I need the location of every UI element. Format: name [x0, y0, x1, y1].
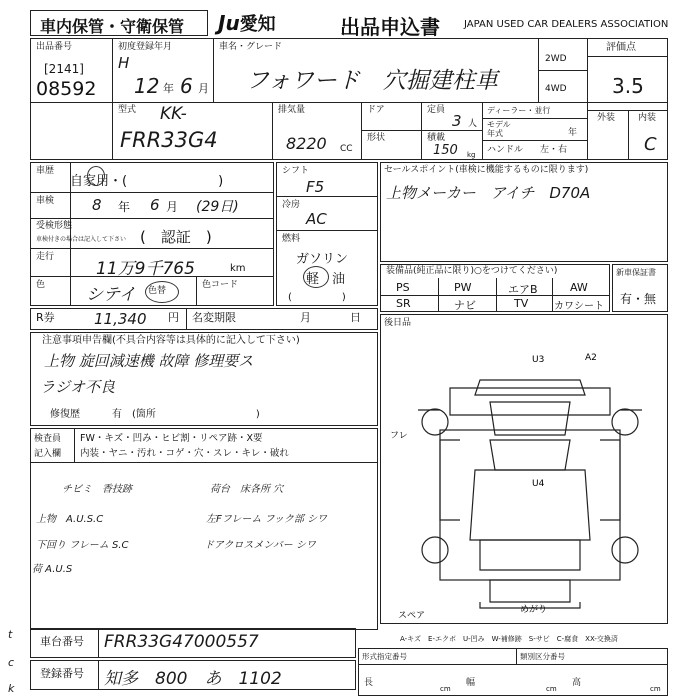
equipment-label: 装備品(純正品に限り)○をつけてください)	[386, 266, 558, 276]
width-unit: cm	[546, 685, 557, 693]
new-car-warranty-label: 新車保証書	[616, 268, 656, 277]
score-label: 評価点	[606, 42, 636, 53]
equipment-tv: TV	[514, 297, 529, 310]
displacement-unit: CC	[340, 144, 353, 154]
shift-label: シフト	[282, 166, 310, 176]
diagram-label-u4: U4	[532, 479, 545, 489]
certified-label: 受検形態	[36, 221, 73, 231]
height-label: 高	[572, 678, 582, 688]
fuel-diesel: 軽 油	[306, 272, 346, 287]
reg-number-label: 登録番号	[40, 667, 84, 680]
association-name: JAPAN USED CAR DEALERS ASSOCIATION	[464, 19, 669, 30]
notes-line2: ラジオ不良	[40, 378, 116, 396]
registration-month-unit: 月	[198, 82, 209, 95]
type-change-label: 類別区分番号	[520, 652, 565, 661]
displacement-value: 8220	[286, 134, 327, 153]
capacity-label: 定員	[427, 105, 446, 115]
model-grade-label: 車名・グレード	[219, 42, 283, 52]
registration-year: 12	[134, 74, 160, 98]
model-type-label: 型式	[118, 105, 137, 115]
registration-era: H	[118, 54, 130, 72]
margin-mark-1: t	[8, 628, 13, 641]
inspection-year: 8	[92, 196, 102, 214]
diagram-label-spare: スペア	[398, 611, 426, 621]
inspector-note-2: 荷台 床各所 穴	[210, 484, 284, 495]
inspector-note-7: 荷 A.U.S	[32, 564, 73, 575]
aircon-label: 冷房	[282, 200, 301, 210]
new-car-warranty-options: 有・無	[620, 292, 657, 306]
color-code-label: 色コード	[202, 280, 239, 290]
handle-options: 左・右	[540, 145, 568, 155]
width-label: 幅	[466, 678, 476, 688]
fuel-gasoline: ガソリン	[296, 252, 349, 267]
history-label: 車歴	[36, 166, 55, 176]
logo-mark: Ju	[218, 11, 240, 35]
color-label: 色	[36, 280, 46, 290]
interior-value: C	[644, 134, 657, 155]
inspector-note-3: 上物 A.U.S.C	[36, 514, 104, 525]
fuel-label: 燃料	[282, 234, 301, 244]
equipment-leather-seat: カワシート	[554, 301, 604, 312]
r-ticket-label: R券	[36, 311, 55, 324]
inspector-row1: FW・キズ・凹み・ヒビ割・リペア跡・X要	[80, 433, 263, 444]
sales-point-value: 上物メーカー アイチ D70A	[386, 184, 591, 202]
form-title: 出品申込書	[340, 15, 440, 39]
chassis-value: FRR33G47000557	[104, 632, 259, 652]
shape-label: 形状	[367, 133, 386, 143]
repair-history-label: 修復歴	[50, 409, 80, 420]
load-unit: kg	[467, 151, 476, 159]
inspector-note-1: チビミ 香技跡	[62, 484, 132, 495]
exterior-label: 外装	[597, 113, 616, 123]
handle-label: ハンドル	[487, 145, 524, 155]
margin-mark-2: c	[8, 656, 15, 669]
lot-sub-number: [2141]	[44, 62, 84, 76]
diagram-label-frame: フレ	[390, 431, 408, 441]
interior-label: 内装	[638, 113, 657, 123]
ju-logo	[218, 10, 276, 36]
r-ticket-value: 11,340	[94, 310, 147, 328]
aircon-value: AC	[306, 210, 327, 228]
equipment-aw: AW	[570, 281, 588, 294]
inspector-note-4: 左Fフレーム フック部 シワ	[206, 514, 328, 525]
damage-legend: A-キズ E-エクボ U-凹み W-補修跡 S-サビ C-腐食 XX-交換済	[400, 635, 618, 643]
equipment-pw: PW	[454, 281, 472, 294]
model-year-unit: 年	[568, 128, 578, 138]
r-ticket-unit: 円	[168, 311, 179, 324]
margin-mark-3: k	[8, 682, 15, 695]
sales-point-block	[380, 162, 668, 262]
certified-value: ( 認証 )	[140, 228, 212, 246]
truck-diagram	[380, 340, 668, 624]
private-use-circle	[87, 166, 105, 186]
inspector-label-1: 検査員	[34, 434, 62, 444]
length-unit: cm	[440, 685, 451, 693]
drive-4wd: 4WD	[545, 84, 567, 94]
inspection-month-unit: 月	[166, 200, 179, 214]
diesel-circle	[303, 266, 329, 288]
mileage-label: 走行	[36, 252, 55, 262]
equipment-ps: PS	[396, 281, 410, 294]
inspection-label: 車検	[36, 196, 55, 206]
model-grade-value: フォワード 穴掘建柱車	[246, 68, 498, 94]
notes-line1: 上物 旋回減速機 故障 修理要ス	[44, 352, 254, 370]
name-change-day-unit: 日	[350, 311, 361, 324]
doors-label: ドア	[367, 105, 385, 115]
sales-point-label: セールスポイント(車検に機能するものに限ります)	[384, 165, 589, 175]
inspector-note-6: ドアクロスメンバー シワ	[204, 540, 316, 551]
inspection-month: 6	[150, 196, 160, 214]
equipment-navi: ナビ	[454, 299, 476, 312]
notes-label: 注意事項申告欄(不具合内容等は具体的に記入して下さい)	[42, 335, 300, 346]
reg-number-value: 知多 800 あ 1102	[104, 669, 282, 689]
registration-year-unit: 年	[163, 82, 174, 95]
inspection-year-unit: 年	[118, 200, 131, 214]
history-value: 自家用・( )	[70, 174, 224, 189]
score-value: 3.5	[612, 74, 644, 98]
diagram-label-megari: めがり	[520, 605, 548, 615]
lot-number: 08592	[36, 78, 97, 100]
equipment-sr: SR	[396, 297, 411, 310]
model-year-label: モデル 年式	[487, 120, 511, 138]
repair-history-value: 有 (箇所 )	[112, 409, 260, 420]
model-type-value: FRR33G4	[120, 128, 218, 152]
color-change-label: 色替	[148, 286, 167, 296]
displacement-label: 排気量	[278, 105, 306, 115]
mileage-value: 11万9千765	[96, 259, 195, 279]
height-unit: cm	[650, 685, 661, 693]
name-change-label: 名変期限	[192, 311, 236, 324]
capacity-value: 3	[452, 112, 462, 130]
brand-name: 愛知	[239, 14, 276, 35]
inspector-note-5: 下回り フレーム S.C	[36, 540, 129, 551]
shift-value: F5	[306, 178, 325, 196]
storage-label: 車内保管・守衛保管	[40, 17, 185, 36]
name-change-month-unit: 月	[300, 311, 311, 324]
lot-label: 出品番号	[36, 42, 73, 52]
inspection-day: (29日)	[196, 199, 239, 215]
mileage-unit: km	[230, 263, 246, 274]
certified-note: 車検付きの場合は記入して下さい	[36, 236, 127, 243]
color-change-circle	[145, 281, 179, 303]
after-fit-label: 後日品	[384, 318, 412, 328]
load-value: 150	[433, 143, 458, 158]
dealer-label: ディーラー・並行	[487, 106, 551, 115]
fuel-bracket: ( )	[288, 292, 346, 303]
load-label: 積載	[427, 133, 446, 143]
color-value: シテイ	[86, 285, 136, 305]
equipment-airbag: エアB	[508, 283, 538, 296]
diagram-label-a2: A2	[585, 353, 597, 363]
shape-change-label: 形式指定番号	[362, 652, 407, 661]
inspector-row2: 内装・ヤニ・汚れ・コゲ・穴・スレ・キレ・破れ	[80, 448, 289, 459]
inspector-label-2: 記入欄	[34, 449, 62, 459]
diagram-label-u3: U3	[532, 355, 545, 365]
drive-2wd: 2WD	[545, 54, 567, 64]
chassis-label: 車台番号	[40, 635, 84, 648]
capacity-unit: 人	[468, 119, 478, 129]
registration-month: 6	[180, 74, 193, 98]
length-label: 長	[364, 678, 374, 688]
registration-label: 初度登録年月	[118, 42, 173, 52]
model-type-prefix: KK-	[160, 104, 187, 124]
